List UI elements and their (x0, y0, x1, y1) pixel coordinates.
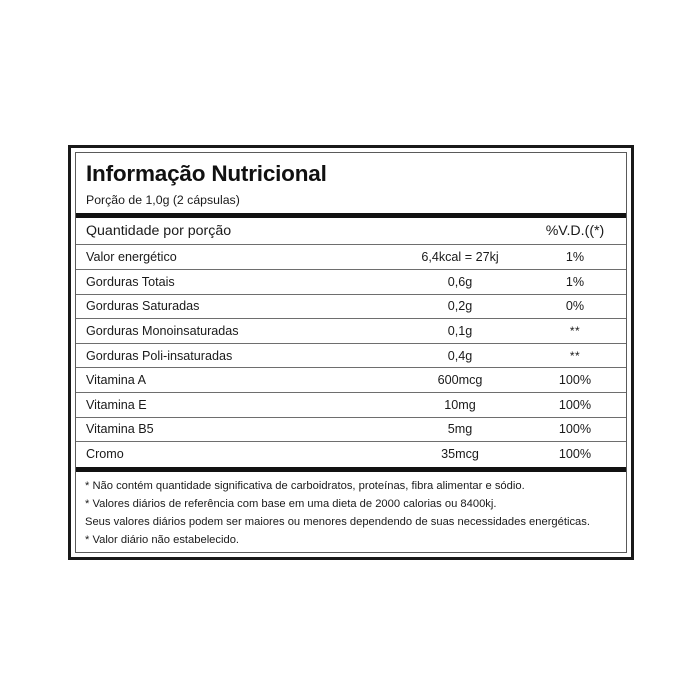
nutrient-amount: 0,1g (447, 323, 473, 338)
nutrient-amount: 0,6g (447, 274, 473, 289)
nutrient-name: Vitamina E (86, 397, 147, 412)
column-header-row (76, 218, 626, 245)
column-header-daily-value: %V.D.((*) (545, 223, 605, 240)
nutrient-rows (76, 245, 626, 466)
nutrition-label-inner-frame (75, 152, 627, 553)
table-row (76, 295, 626, 320)
nutrient-amount: 10mg (444, 397, 476, 412)
nutrient-daily-value: 100% (558, 422, 592, 437)
nutrient-name: Vitamina B5 (86, 422, 154, 437)
nutrient-name: Gorduras Totais (86, 274, 175, 289)
serving-size-text: Porção de 1,0g (2 cápsulas) (86, 192, 240, 207)
nutrient-daily-value: 1% (565, 274, 585, 289)
table-row (76, 319, 626, 344)
nutrient-daily-value: 1% (565, 250, 585, 265)
nutrition-facts-label (68, 145, 634, 560)
footnote-line: Seus valores diários podem ser maiores ou menores dependendo de suas necessidades energéticas. (85, 516, 590, 528)
nutrient-amount: 35mcg (441, 447, 479, 462)
table-row (76, 368, 626, 393)
nutrient-amount: 0,2g (447, 299, 473, 314)
table-row (76, 393, 626, 418)
table-row (76, 418, 626, 443)
nutrient-daily-value: 100% (558, 373, 592, 388)
footnotes-block (76, 472, 626, 554)
nutrient-name: Valor energético (86, 250, 177, 265)
nutrient-name: Gorduras Poli-insaturadas (86, 348, 233, 363)
nutrient-amount: 600mcg (437, 373, 483, 388)
nutrient-name: Gorduras Saturadas (86, 299, 200, 314)
nutrient-amount: 5mg (447, 422, 473, 437)
column-header-amount: Quantidade por porção (86, 223, 232, 240)
nutrient-daily-value: 100% (558, 447, 592, 462)
nutrient-daily-value: ** (569, 323, 581, 338)
nutrient-name: Vitamina A (86, 373, 146, 388)
nutrient-amount: 0,4g (447, 348, 473, 363)
footnote-line: * Valor diário não estabelecido. (85, 534, 240, 547)
footnote-line: * Não contém quantidade significativa de carboidratos, proteínas, fibra alimentar e sódio. (85, 479, 525, 492)
table-row (76, 245, 626, 270)
table-row (76, 344, 626, 369)
footnote-line: * Valores diários de referência com base em uma dieta de 2000 calorias ou 8400kj. (85, 497, 497, 510)
nutrient-daily-value: ** (569, 348, 581, 363)
nutrient-daily-value: 100% (558, 397, 592, 412)
table-row (76, 270, 626, 295)
label-title: Informação Nutricional (86, 161, 327, 186)
nutrient-daily-value: 0% (565, 299, 585, 314)
nutrient-name: Gorduras Monoinsaturadas (86, 323, 239, 338)
nutrient-amount: 6,4kcal = 27kj (421, 250, 499, 265)
table-row (76, 442, 626, 467)
label-header (76, 153, 626, 213)
nutrient-name: Cromo (86, 447, 124, 462)
